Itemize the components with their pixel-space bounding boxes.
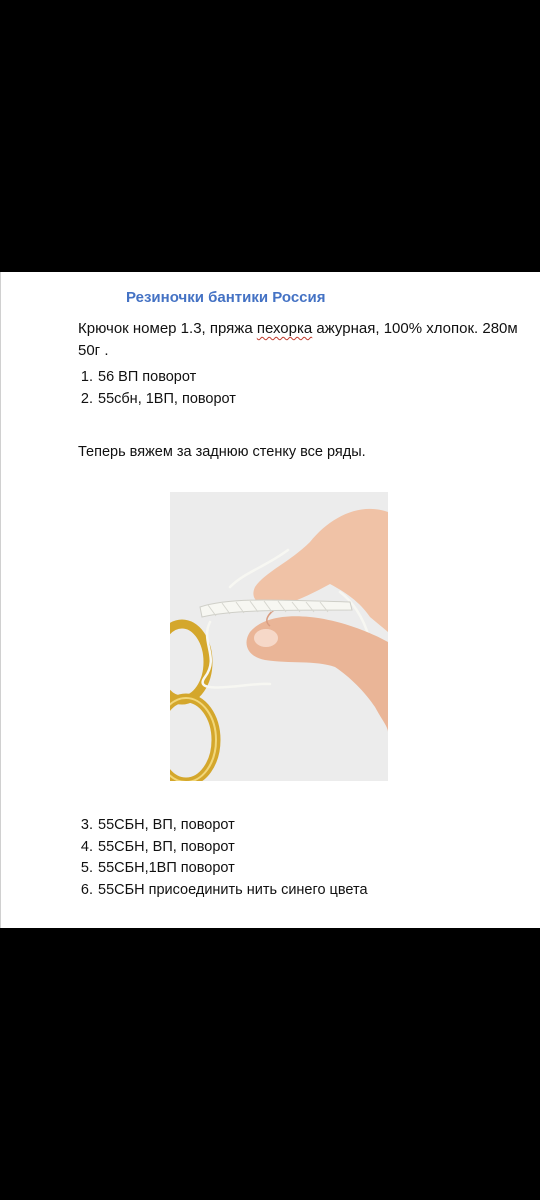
document-page [0,272,540,928]
document-title: Резиночки бантики Россия [126,289,326,306]
list-item [77,837,368,859]
intro-paragraph [78,318,518,362]
list-item [77,815,368,837]
list-item-text: 55СБН, ВП, поворот [98,817,235,833]
list-item-number: 6. [80,881,93,898]
list-item-text: 55СБН, ВП, поворот [98,838,235,855]
list-item-text: 55СБН,1ВП поворот [98,860,235,876]
list-item-text: 56 ВП поворот [98,369,197,385]
steps-list-first [77,367,236,410]
list-item-text: 55СБН присоединить нить синего цвета [98,881,368,898]
spellcheck-flagged-word: пехорка [256,320,313,337]
list-item [77,858,368,880]
list-item-number: 4. [80,838,93,855]
steps-list-second [77,815,368,901]
list-item-number: 2. [80,390,93,407]
crochet-photo [170,492,388,781]
list-item [77,367,236,389]
list-item [77,389,236,411]
list-item [77,880,368,902]
intro-text-part1: Крючок номер 1.3, пряжа [78,320,257,337]
list-item-number: 1. [80,369,93,385]
list-item-number: 3. [80,817,93,833]
list-item-number: 5. [80,860,93,876]
intro-text-part2: ажурная, 100% хлопок. 280м 50г . [78,320,518,359]
instruction-note: Теперь вяжем за заднюю стенку все ряды. [78,444,366,460]
list-item-text: 55сбн, 1ВП, поворот [98,390,236,407]
crochet-photo-illustration [170,492,388,781]
